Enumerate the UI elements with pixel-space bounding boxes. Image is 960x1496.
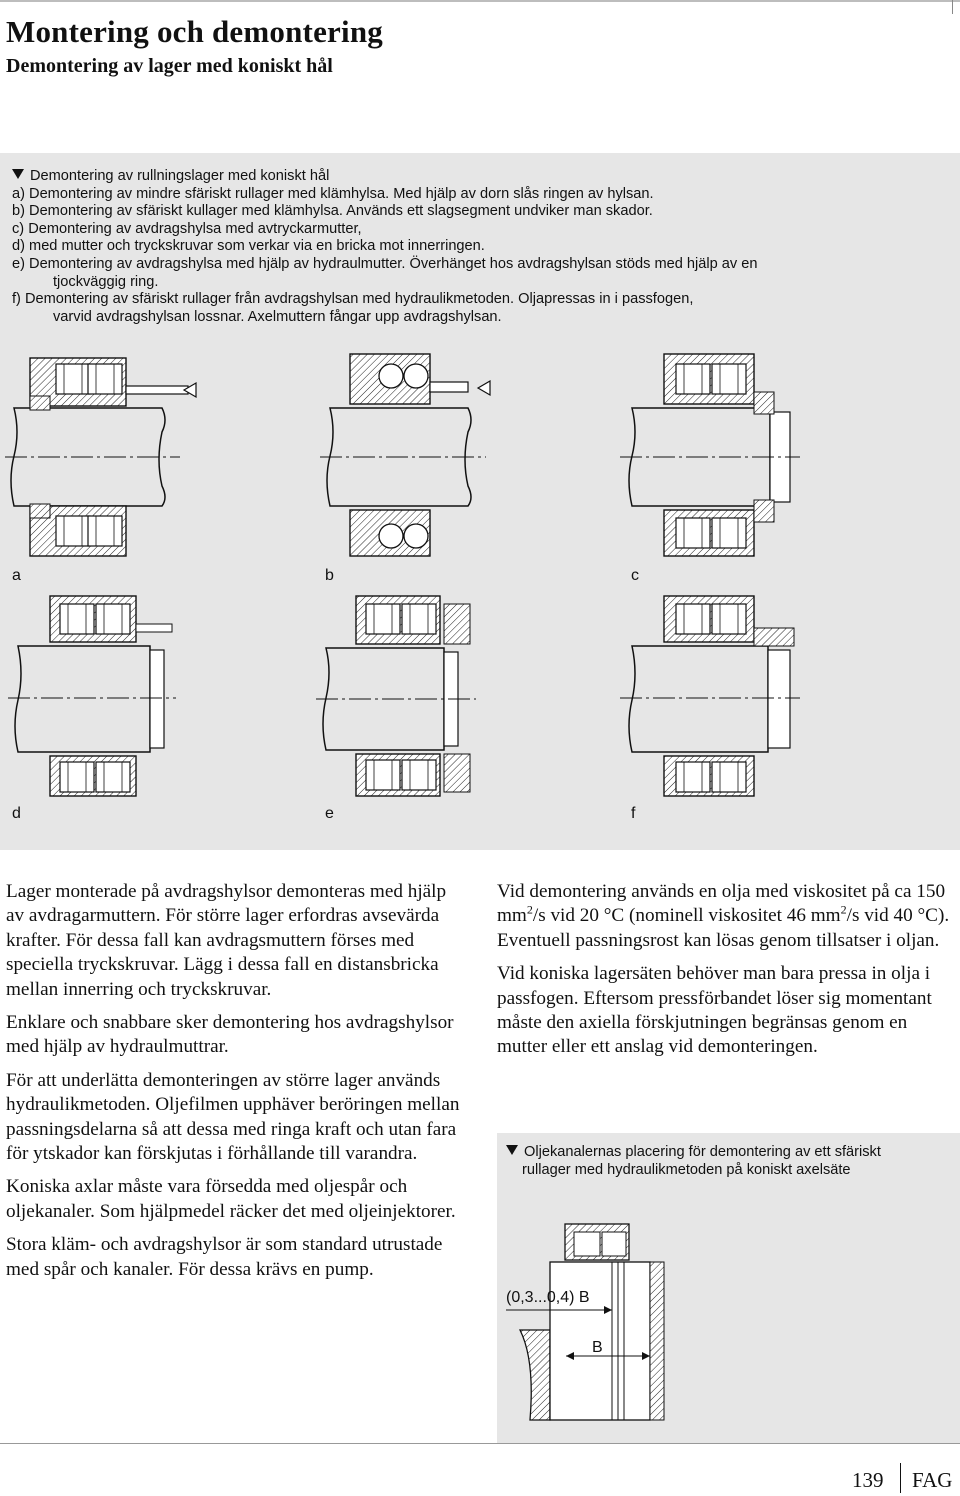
drawing-b (320, 354, 490, 556)
caption-line: e) Demontering av avdragshylsa med hjälp av hydraulmutter. Överhänget hos avdragshylsan stöds med hjälp av en (12, 255, 758, 272)
caption-line: d) med mutter och tryckskruvar som verkar via en bricka mot innerringen. (12, 238, 485, 255)
caption-line: a) Demontering av mindre sfäriskt rullager med klämhylsa. Med hjälp av dorn slås ringen av hylsan. (12, 185, 654, 202)
oil-channel-caption (506, 1144, 946, 1180)
superscript: 2 (840, 903, 847, 918)
drawing-d (8, 596, 176, 796)
brand-logo-text: FAG (912, 1468, 953, 1492)
paragraph: Enklare och snabbare sker demontering hos avdragshylsor med hjälp av hydraulmuttrar. (6, 1012, 454, 1058)
caption-line: rullager med hydraulikmetoden på koniskt axelsäte (522, 1161, 851, 1178)
caption-line: f) Demontering av sfäriskt rullager från avdragshylsan med hydraulikmetoden. Oljapressas in i passfogen, (12, 291, 694, 308)
page-number: 139 (852, 1468, 884, 1492)
caption-line: Oljekanalernas placering för demontering av ett sfäriskt (524, 1144, 881, 1160)
panel-label-c: c (631, 567, 639, 584)
triangle-down-icon (12, 169, 24, 179)
caption-title-row (12, 168, 942, 186)
panel-label-a: a (12, 567, 21, 584)
paragraph-viscosity (497, 880, 959, 953)
bearing-drawings (0, 340, 960, 840)
drawing-e (316, 596, 476, 796)
paragraph: Vid koniska lagersäten behöver man bara pressa in olja i passfogen. Eftersom pressförbandet löser sig momentant måste den axiella förskjutningen begränsas genom en mutter eller ett anslag vid demonteringen. (497, 963, 932, 1058)
text-run: /s vid 40 °C). Eventuell passningsrost kan lösas genom tillsatser i oljan. (497, 905, 950, 951)
page-title: Montering och demontering (6, 14, 383, 49)
drawing-f (620, 596, 800, 796)
crop-mark (952, 0, 953, 14)
paragraph: För att underlätta demonteringen av större lager används hydraulikmetoden. Oljefilmen upphäver beröringen mellan passningsdelarna så att dessa med ringa kraft och utan fara för ytskador kan förskjutas i förhållande till varandra. (6, 1069, 460, 1165)
caption-line: tjockväggig ring. (53, 273, 159, 290)
panel-label-e: e (325, 805, 334, 822)
drawing-c (620, 354, 800, 556)
panel-label-d: d (12, 805, 21, 822)
top-rule (0, 0, 960, 2)
panel-label-f: f (631, 805, 636, 822)
left-column (6, 880, 468, 1291)
panel-label-b: b (325, 567, 334, 584)
figure-caption (12, 168, 942, 326)
caption-line: c) Demontering av avdragshylsa med avtryckarmutter, (12, 220, 362, 237)
dimension-label: (0,3...0,4) B (506, 1289, 590, 1306)
paragraph: Koniska axlar måste vara försedda med oljespår och oljekanaler. Som hjälpmedel räcker det med oljeinjektorer. (6, 1176, 456, 1222)
caption-row (506, 1144, 946, 1162)
footer-separator (900, 1463, 901, 1493)
drawing-a (5, 358, 196, 556)
caption-line: b) Demontering av sfäriskt kullager med klämhylsa. Används ett slagsegment undviker man skador. (12, 203, 653, 220)
paragraph: Lager monterade på avdragshylsor demonteras med hjälp av avdragarmuttern. För större lager erfordras avsevärda krafter. För dessa fall kan avdragsmuttern förses med speciella tryckskruvar. Lägg i dessa fall en distansbricka mellan innerring och tryckskruvar. (6, 881, 447, 1000)
caption-line: varvid avdragshylsan lossnar. Axelmuttern fångar upp avdragshylsan. (53, 308, 502, 325)
page-subtitle: Demontering av lager med koniskt hål (6, 55, 333, 77)
width-label: B (592, 1339, 603, 1356)
text-run: /s vid 20 °C (nominell viskositet 46 mm (532, 905, 841, 927)
text-run: Vid demontering används en olja med viskositet på ca 150 mm (497, 881, 946, 927)
caption-title: Demontering av rullningslager med koniskt hål (30, 168, 330, 184)
paragraph: Stora kläm- och avdragshylsor är som standard utrustade med spår och kanaler. För dessa krävs en pump. (6, 1234, 443, 1280)
oil-channel-drawing (497, 1200, 960, 1443)
triangle-down-icon (506, 1145, 518, 1155)
superscript: 2 (526, 903, 533, 918)
right-column (497, 880, 959, 1069)
bottom-rule (0, 1443, 960, 1444)
